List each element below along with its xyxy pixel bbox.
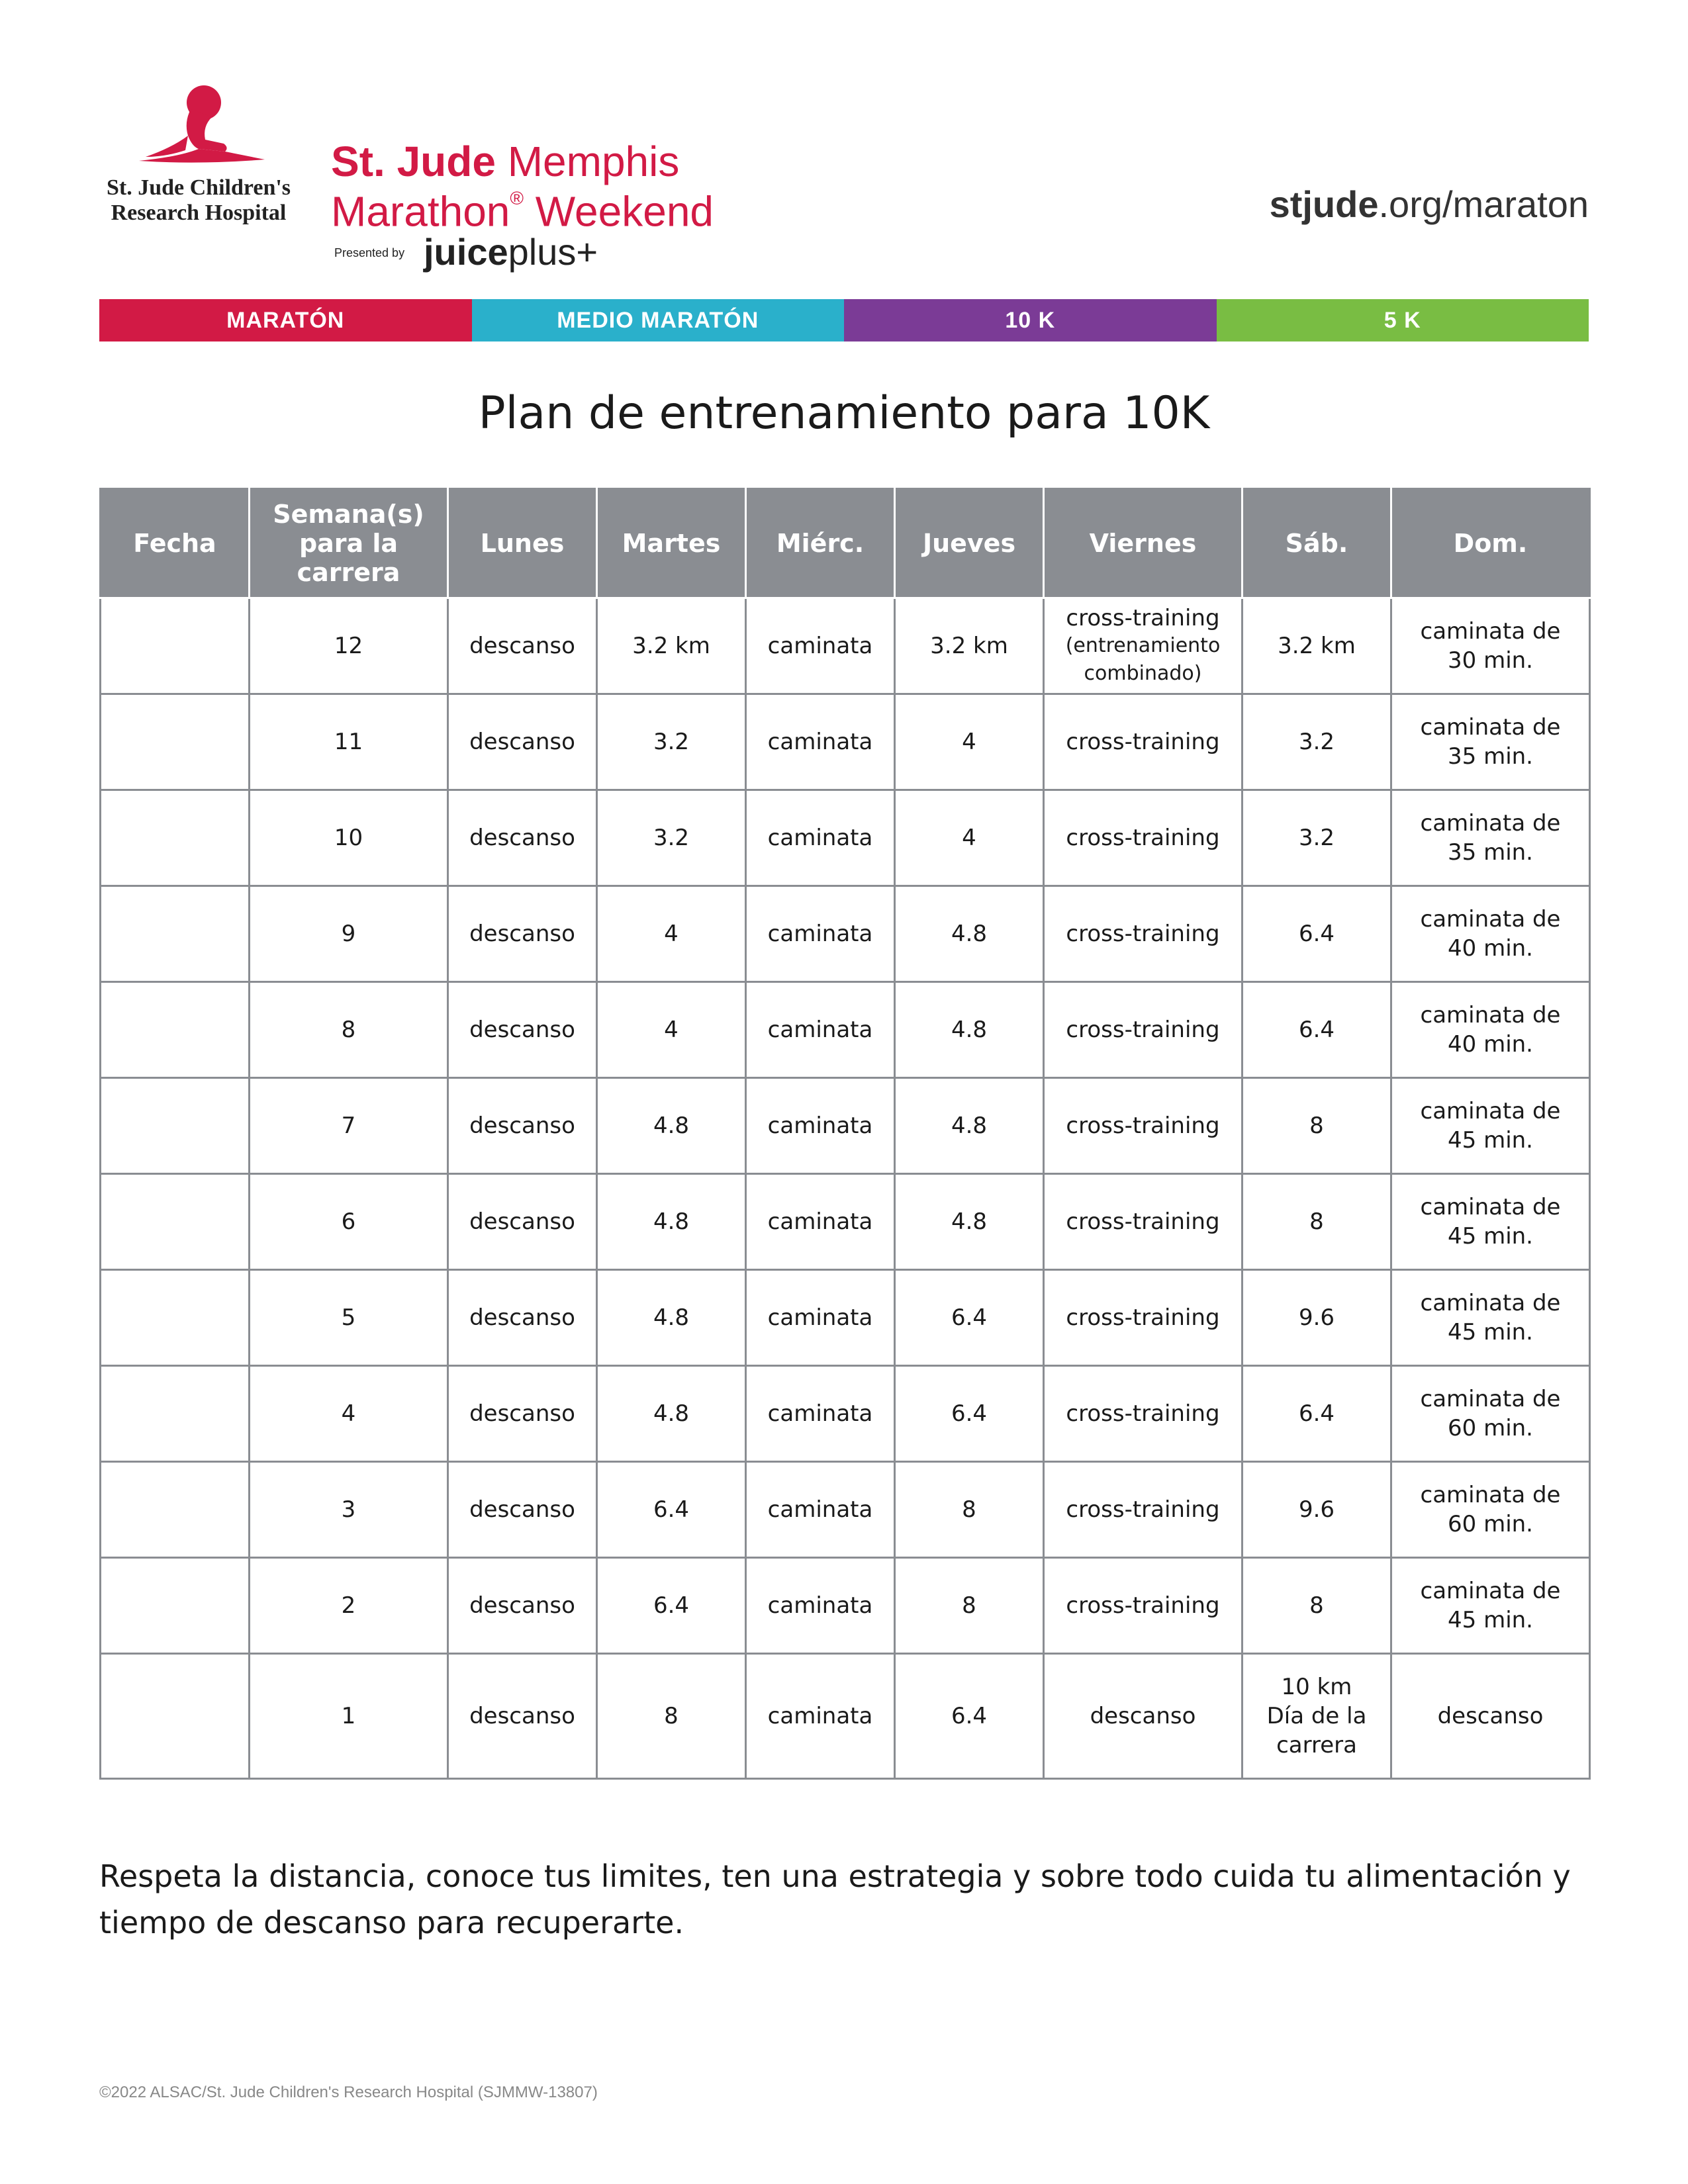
cell-viernes [1044,598,1243,694]
cell-lunes: descanso [448,1174,597,1270]
header-jueves: Jueves [895,489,1044,598]
cell-sabado: 6.4 [1243,886,1391,982]
hospital-name [99,175,298,226]
cell-domingo-line2: 45 min. [1448,1607,1533,1633]
event-title-line2 [331,183,714,234]
cell-miercoles: caminata [746,1270,895,1366]
training-plan-table [99,488,1591,1780]
cell-domingo [1391,1462,1590,1558]
cell-miercoles: caminata [746,982,895,1078]
hospital-name-line2: Research Hospital [111,201,287,225]
cell-lunes: descanso [448,598,597,694]
cell-sabado: 3.2 [1243,790,1391,886]
cell-jueves: 8 [895,1462,1044,1558]
cell-viernes: descanso [1044,1654,1243,1779]
cell-lunes: descanso [448,982,597,1078]
cell-sabado: 6.4 [1243,982,1391,1078]
cell-sabado-line1: 10 km [1281,1674,1352,1700]
cell-viernes: cross-training [1044,1462,1243,1558]
cell-viernes-line3: combinado) [1084,662,1202,685]
cell-miercoles: caminata [746,790,895,886]
cell-sabado: 6.4 [1243,1366,1391,1462]
table-row [101,1558,1590,1654]
header-lunes: Lunes [448,489,597,598]
cell-martes: 3.2 [597,694,746,790]
cell-domingo-line2: 45 min. [1448,1127,1533,1154]
cell-jueves: 4.8 [895,886,1044,982]
sponsor-rest: plus+ [508,231,598,273]
cell-jueves: 4 [895,694,1044,790]
cell-semana: 4 [250,1366,448,1462]
cell-domingo [1391,1558,1590,1654]
cell-fecha[interactable] [101,982,250,1078]
cell-jueves: 4 [895,790,1044,886]
cell-domingo-line2: 40 min. [1448,1031,1533,1058]
cell-domingo-line2: 30 min. [1448,647,1533,674]
header-miercoles: Miérc. [746,489,895,598]
page-title: Plan de entrenamiento para 10K [478,387,1210,439]
cell-domingo-line1: caminata de [1420,1002,1561,1028]
cell-domingo-line1: caminata de [1420,714,1561,741]
event-title-weekend: Weekend [524,187,714,236]
header-martes: Martes [597,489,746,598]
cell-fecha[interactable] [101,1558,250,1654]
cell-lunes: descanso [448,1078,597,1174]
cell-semana: 5 [250,1270,448,1366]
cell-viernes: cross-training [1044,1078,1243,1174]
cell-sabado: 8 [1243,1174,1391,1270]
copyright-text: ©2022 ALSAC/St. Jude Children's Research Hospital (SJMMW-13807) [99,2083,598,2101]
st-jude-logo [99,83,298,228]
cell-sabado: 9.6 [1243,1270,1391,1366]
cell-fecha[interactable] [101,1270,250,1366]
cell-viernes: cross-training [1044,1366,1243,1462]
website-rest: .org/maraton [1378,183,1589,225]
cell-lunes: descanso [448,1270,597,1366]
cell-domingo-line2: 45 min. [1448,1319,1533,1345]
cell-domingo [1391,790,1590,886]
cell-jueves: 6.4 [895,1654,1044,1779]
cell-lunes: descanso [448,886,597,982]
cell-semana: 12 [250,598,448,694]
cell-sabado: 9.6 [1243,1462,1391,1558]
cell-domingo [1391,1078,1590,1174]
race-5k: 5 K [1217,299,1589,341]
cell-miercoles: caminata [746,694,895,790]
cell-martes: 4.8 [597,1174,746,1270]
race-marathon: MARATÓN [99,299,472,341]
table-header-row [101,489,1590,598]
cell-semana: 11 [250,694,448,790]
cell-viernes: cross-training [1044,694,1243,790]
sponsor-bold: juice [424,231,508,273]
cell-fecha[interactable] [101,790,250,886]
cell-martes: 3.2 [597,790,746,886]
cell-semana: 7 [250,1078,448,1174]
cell-domingo-line2: 35 min. [1448,743,1533,770]
cell-martes: 4 [597,886,746,982]
cell-semana: 6 [250,1174,448,1270]
cell-lunes: descanso [448,1654,597,1779]
table-row [101,982,1590,1078]
cell-miercoles: caminata [746,1078,895,1174]
cell-martes: 6.4 [597,1462,746,1558]
table-row [101,1654,1590,1779]
cell-jueves: 4.8 [895,1078,1044,1174]
cell-sabado: 8 [1243,1078,1391,1174]
race-category-bar [99,299,1589,341]
cell-jueves: 4.8 [895,982,1044,1078]
cell-domingo-line1: caminata de [1420,1290,1561,1316]
cell-miercoles: caminata [746,1462,895,1558]
table-row [101,694,1590,790]
cell-semana: 3 [250,1462,448,1558]
cell-viernes: cross-training [1044,886,1243,982]
cell-semana: 9 [250,886,448,982]
cell-domingo-line2: 60 min. [1448,1415,1533,1441]
cell-domingo-line2: 45 min. [1448,1223,1533,1250]
event-title-line1 [331,139,679,184]
table-row [101,598,1590,694]
cell-fecha[interactable] [101,1654,250,1779]
cell-semana: 10 [250,790,448,886]
registered-mark: ® [510,188,524,208]
cell-miercoles: caminata [746,598,895,694]
cell-domingo-line1: caminata de [1420,1386,1561,1412]
cell-fecha[interactable] [101,1078,250,1174]
event-title-marathon: Marathon [331,187,510,236]
cell-jueves: 4.8 [895,1174,1044,1270]
header-semanas-line1: Semana(s) [273,500,424,529]
header-semanas-line3: carrera [297,558,400,587]
cell-martes: 4.8 [597,1270,746,1366]
table-row [101,1270,1590,1366]
cell-domingo-line1: caminata de [1420,1578,1561,1604]
cell-sabado: 3.2 km [1243,598,1391,694]
website-link[interactable] [1270,183,1589,226]
cell-jueves: 6.4 [895,1270,1044,1366]
cell-domingo [1391,1366,1590,1462]
cell-lunes: descanso [448,1366,597,1462]
cell-miercoles: caminata [746,1366,895,1462]
cell-viernes: cross-training [1044,1270,1243,1366]
cell-domingo [1391,1174,1590,1270]
cell-fecha[interactable] [101,886,250,982]
cell-lunes: descanso [448,1462,597,1558]
table-row [101,1366,1590,1462]
cell-domingo [1391,694,1590,790]
cell-viernes-line2: (entrenamiento [1065,634,1221,657]
cell-semana: 1 [250,1654,448,1779]
table-row [101,790,1590,886]
cell-martes: 4.8 [597,1366,746,1462]
cell-domingo-line1: caminata de [1420,618,1561,645]
hospital-name-line1: St. Jude Children's [106,175,291,200]
cell-jueves: 8 [895,1558,1044,1654]
event-title-rest: Memphis [495,138,680,185]
cell-domingo [1391,982,1590,1078]
cell-martes: 4 [597,982,746,1078]
presented-by-label: Presented by [334,246,405,259]
cell-jueves: 6.4 [895,1366,1044,1462]
header-sabado: Sáb. [1243,489,1391,598]
cell-miercoles: caminata [746,1654,895,1779]
header-domingo: Dom. [1391,489,1590,598]
cell-martes: 4.8 [597,1078,746,1174]
cell-domingo-line1: caminata de [1420,1194,1561,1220]
cell-domingo-line1: caminata de [1420,906,1561,933]
cell-sabado-line3: carrera [1276,1732,1357,1758]
cell-domingo-line2: 40 min. [1448,935,1533,962]
race-10k: 10 K [844,299,1217,341]
cell-viernes-line1: cross-training [1066,605,1220,631]
cell-martes: 8 [597,1654,746,1779]
sponsor-logo [424,230,598,273]
cell-domingo-line2: 35 min. [1448,839,1533,866]
cell-domingo-line1: caminata de [1420,1482,1561,1508]
cell-martes: 3.2 km [597,598,746,694]
header-fecha: Fecha [101,489,250,598]
cell-miercoles: caminata [746,1174,895,1270]
cell-domingo [1391,1270,1590,1366]
header-semanas-line2: para la [299,529,399,558]
cell-lunes: descanso [448,694,597,790]
header-viernes: Viernes [1044,489,1243,598]
cell-lunes: descanso [448,790,597,886]
event-title-bold: St. Jude [331,138,496,185]
cell-domingo-line1: caminata de [1420,1098,1561,1124]
table-row [101,1078,1590,1174]
cell-sabado: 3.2 [1243,694,1391,790]
table-row [101,1462,1590,1558]
cell-viernes: cross-training [1044,982,1243,1078]
cell-miercoles: caminata [746,886,895,982]
cell-fecha[interactable] [101,1462,250,1558]
race-half-marathon: MEDIO MARATÓN [472,299,845,341]
cell-viernes: cross-training [1044,1558,1243,1654]
cell-sabado: 8 [1243,1558,1391,1654]
cell-viernes: cross-training [1044,790,1243,886]
cell-sabado [1243,1654,1391,1779]
cell-martes: 6.4 [597,1558,746,1654]
header-semanas [250,489,448,598]
cell-viernes: cross-training [1044,1174,1243,1270]
cell-domingo-line1: caminata de [1420,810,1561,837]
cell-sabado-line2: Día de la [1266,1703,1367,1729]
cell-domingo [1391,886,1590,982]
website-bold: stjude [1269,183,1379,225]
cell-domingo-line2: 60 min. [1448,1511,1533,1537]
cell-fecha[interactable] [101,1174,250,1270]
cell-lunes: descanso [448,1558,597,1654]
cell-domingo: descanso [1391,1654,1590,1779]
table-row [101,886,1590,982]
cell-domingo [1391,598,1590,694]
cell-semana: 2 [250,1558,448,1654]
cell-fecha[interactable] [101,1366,250,1462]
cell-miercoles: caminata [746,1558,895,1654]
footnote-text: Respeta la distancia, conoce tus limites, ten una estrategia y sobre todo cuida tu alimentación y tiempo de descanso para recuperarte. [99,1858,1571,1940]
cell-semana: 8 [250,982,448,1078]
table-row [101,1174,1590,1270]
cell-fecha[interactable] [101,694,250,790]
child-silhouette-icon [99,83,298,175]
cell-fecha[interactable] [101,598,250,694]
cell-jueves: 3.2 km [895,598,1044,694]
